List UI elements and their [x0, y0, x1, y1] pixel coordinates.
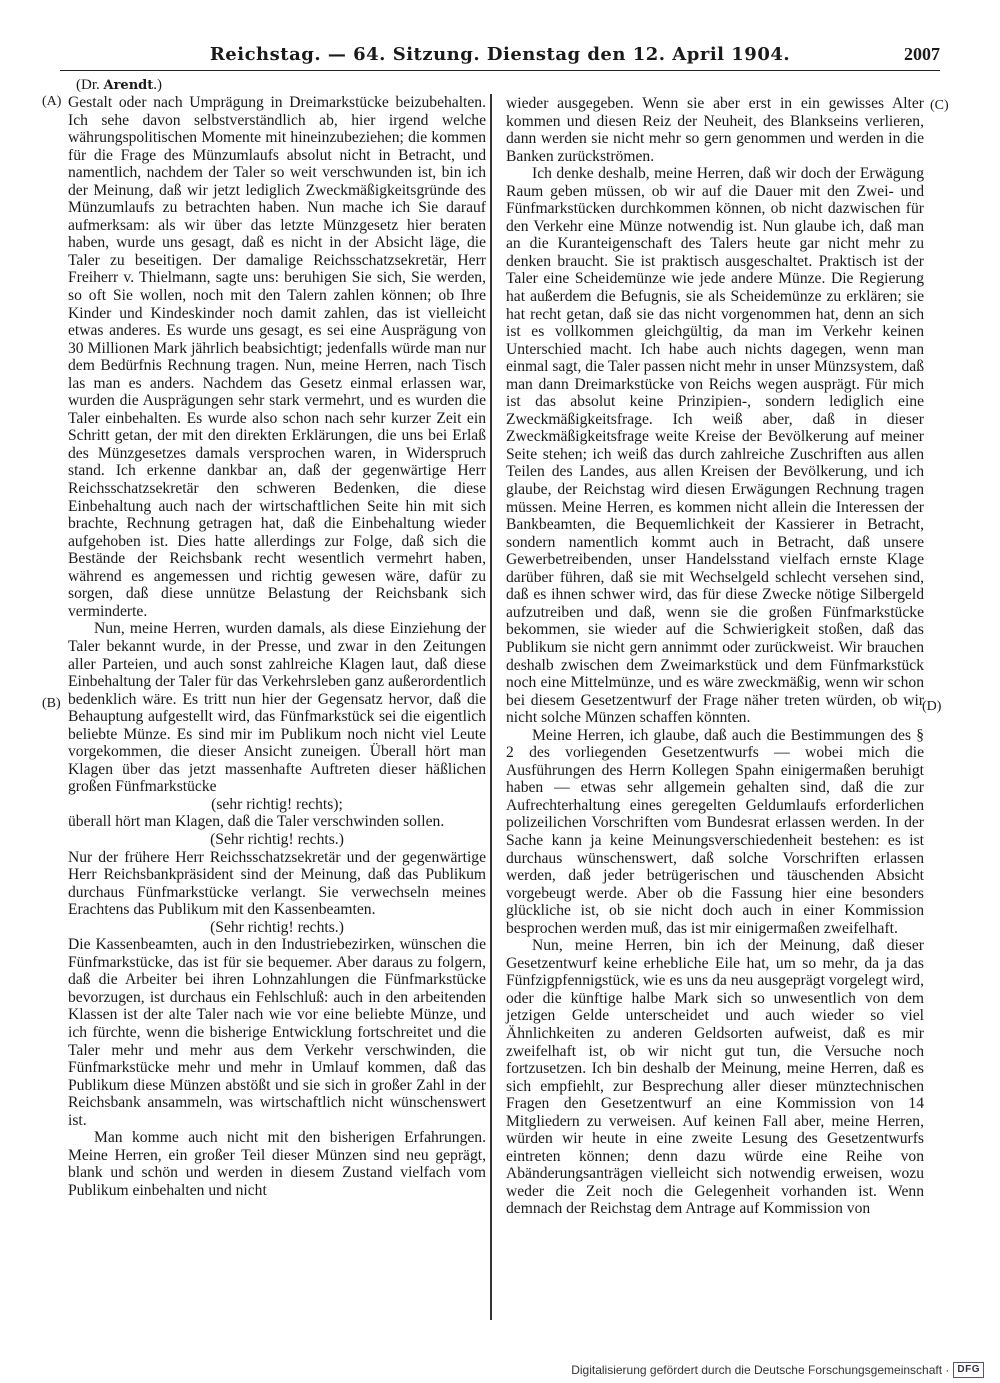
interjection: (Sehr richtig! rechts.): [210, 830, 344, 848]
paragraph: Nun, meine Herren, wurden damals, als diese Einziehung der Taler bekannt wurde, in der Presse, und zwar in den Zeitungen aller Parteien, und auch sonst zahlreiche Klagen laut, daß diese Einbehaltung der Taler für das Verkehrsleben ganz außerordentlich bedenklich wäre. Es tritt nun hier der Gegensatz hervor, daß die Behauptung aufgestellt wird, das Fünfmarkstück sei die eigentlich beliebte Münze. Es sind mir im Publikum noch nicht viel Leute vorgekommen, die dieser Ansicht zuneigen. Überall hört man Klagen über das jetzt massenhafte Auftreten dieser häßlichen großen Fünfmarkstücke: [68, 620, 486, 796]
running-title: Reichstag. — 64. Sitzung. Dienstag den 12. April 1904.: [209, 44, 791, 65]
speaker-open: (Dr.: [76, 77, 104, 93]
speaker-attribution: [76, 77, 162, 94]
interjection: (sehr richtig! rechts);: [211, 795, 343, 813]
footer-text: Digitalisierung gefördert durch die Deutsche Forschungsgemeinschaft ·: [571, 1363, 950, 1377]
dfg-logo-icon: DFG: [953, 1362, 984, 1378]
right-column: [506, 95, 924, 1218]
margin-marker-b: (B): [42, 696, 61, 711]
speaker-name: Arendt: [103, 78, 154, 93]
margin-marker-a: (A): [42, 94, 62, 109]
margin-marker-c: (C): [930, 98, 949, 113]
page-number: 2007: [904, 44, 940, 64]
paragraph: Die Kassenbeamten, auch in den Industriebezirken, wünschen die Fünfmarkstücke, das ist für sie bequemer. Aber daraus zu folgern, daß die Arbeiter bei ihren Lohnzahlungen die Fünfmarkstücke bevorzugen, ist durchaus ein Fehlschluß: auch in den arbeitenden Klassen ist der alte Taler nach wie vor eine beliebte Münze, und ich fürchte, wenn die bisherige Entwicklung fortschreitet und die Taler mehr und mehr aus dem Verkehr verschwinden, die Fünfmarkstücke mehr und mehr in Umlauf kommen, daß das Publikum diese Münzen abstößt und sie sich in großer Zahl in der Reichsbank ansammeln, was wirtschaftlich nicht wünschenswert ist.: [68, 936, 486, 1129]
interjection: (Sehr richtig! rechts.): [210, 918, 344, 936]
digitization-footer: [571, 1362, 984, 1378]
paragraph: wieder ausgegeben. Wenn sie aber erst in ein gewisses Alter kommen und diesen Reiz der Neuheit, des Blankseins verlieren, dann werden sie nicht mehr so gern genommen und werden in die Banken zurückströmen.: [506, 95, 924, 165]
paragraph: Nur der frühere Herr Reichsschatzsekretär und der gegenwärtige Herr Reichsbankpräsident sind der Meinung, daß das Publikum durchaus Fünfmarkstücke verlangt. Sie verwechseln meines Erachtens das Publikum mit den Kassenbeamten.: [68, 848, 486, 919]
speaker-close: .): [153, 77, 163, 93]
paragraph: Nun, meine Herren, bin ich der Meinung, daß dieser Gesetzentwurf keine erhebliche Eile hat, um so mehr, da ja das Fünfzigpfennigstück, wie es uns da neu ausgeprägt vorgelegt wird, oder die künftige halbe Mark sich so unwesentlich von dem jetzigen Gelde unterscheidet und auch wieder so viel Ähnlichkeiten zu anderen Geldsorten aufweist, daß es mir zweifelhaft ist, ob wir nicht gut tun, die Versuche noch fortzusetzen. Ich bin deshalb der Meinung, meine Herren, daß es sich empfiehlt, zur Besprechung aller dieser münztechnischen Fragen den Gesetzentwurf an eine Kommission von 14 Mitgliedern zu verweisen. Auf keinen Fall aber, meine Herren, würden wir heute in eine zweite Lesung des Gesetzentwurfs eintreten können; denn dazu würde eine Reihe von Abänderungsanträgen vielleicht sich notwendig erweisen, wozu weder die Zeit noch die Gelegenheit vorhanden ist. Wenn demnach der Reichstag dem Antrage auf Kommission von: [506, 937, 924, 1218]
column-divider: [490, 94, 492, 1320]
paragraph: Man komme auch nicht mit den bisherigen Erfahrungen. Meine Herren, ein großer Teil dieser Münzen sind neu geprägt, blank und schön und werden in diesem Zustand vielfach vom Publikum einbehalten und nicht: [68, 1129, 486, 1199]
paragraph: überall hört man Klagen, daß die Taler verschwinden sollen.: [68, 813, 445, 831]
paragraph: Ich denke deshalb, meine Herren, daß wir doch der Erwägung Raum geben müssen, ob wir auf die Dauer mit den Zwei- und Fünfmarkstücken durchkommen können, ob nicht dazwischen für den Verkehr eine Münze notwendig ist. Nun glaube ich, daß man an die Kuranteigenschaft des Talers heute gar nicht mehr zu denken braucht. Sie ist praktisch ausgeschaltet. Praktisch ist der Taler eine Scheidemünze wie jede andere Münze. Die Regierung hat außerdem die Befugnis, sie als Scheidemünze zu erklären; sie hat recht getan, daß sie das nicht vorgenommen hat, denn an sich ist es vollkommen gleichgültig, da man im Verkehr keinen Unterschied macht. Ich habe auch nichts dagegen, wenn man einmal sagt, die Taler passen nicht mehr in unser Münzsystem, daß man dann Dreimarkstücke von Reichs wegen ausprägt. Für mich ist das absolut keine Prinzipien-, sondern lediglich eine Zweckmäßigkeitsfrage. Ich weiß aber, daß in dieser Zweckmäßigkeitsfrage weite Kreise der Bevölkerung auf meiner Seite stehen; ich weiß das durch zahlreiche Zuschriften aus allen Teilen des Landes, aus allen Kreisen der Bevölkerung, und ich glaube, der Reichstag wird diesen Erwägungen Rechnung tragen müssen. Meine Herren, es kommen nicht allein die Interessen der Bankbeamten, die Bequemlichkeit der Kassierer in Betracht, sondern namentlich kommt auch in Betracht, daß unsere Gewerbetreibenden, unser Handelsstand vielfach ernste Klage darüber führen, daß sie mit Wechselgeld schlecht versehen sind, daß es ihnen schwer wird, das für diese Zwecke nötige Silbergeld aufzutreiben und daß, wenn sie die großen Fünfmarkstücke bekommen, sie wieder auf die Schwierigkeit stoßen, daß das Publikum sie nicht gern annimmt oder zurückweist. Wir brauchen deshalb zwischen dem Zweimarkstück und dem Fünfmarkstück noch eine Mittelmünze, und es wäre zweckmäßig, wenn wir schon bei diesem Gesetzentwurf der Frage näher treten würden, ob wir nicht solche Münzen schaffen könnten.: [506, 165, 924, 727]
paragraph: Meine Herren, ich glaube, daß auch die Bestimmungen des § 2 des vorliegenden Gesetzentwurfs — wobei mich die Ausführungen des Herrn Kollegen Spahn einigermaßen beruhigt haben — etwas sehr allgemein gehalten sind, daß die zur Aufrechterhaltung eines geregelten Geldumlaufs erforderlichen polizeilichen Vorschriften vom Bundesrat erlassen werden. In der Sache kann ja keine Meinungsverschiedenheit bestehen: es ist durchaus wünschenswert, daß solche Vorschriften erlassen werden, daß jeder betrügerischen und täuschenden Absicht vorgebeugt werde. Aber ob die Fassung hier eine besonders glückliche ist, ob sie nicht doch auch in einer Kommission besprochen werden muß, das ist mir einigermaßen zweifelhaft.: [506, 726, 924, 937]
paragraph: Gestalt oder nach Umprägung in Dreimarkstücke beizubehalten. Ich sehe davon selbstverständlich ab, hier irgend welche währungspolitischen Momente mit hineinzubeziehen; die kommen für die Frage des Münzumlaufs absolut nicht in Betracht, und namentlich, nachdem der Taler so weit verschwunden ist, bin ich der Meinung, daß wir jetzt lediglich Zweckmäßigkeitsgründe des Münzumlaufs zu betrachten haben. Nun mache ich Sie darauf aufmerksam: als wir über das letzte Münzgesetz hier beraten haben, wurde uns gesagt, daß es nicht in der Absicht läge, die Taler zu beseitigen. Der damalige Reichsschatzsekretär, Herr Freiherr v. Thielmann, sagte uns: beruhigen Sie sich, Sie werden, so oft Sie wollen, noch mit den Talern zahlen können; ob Ihre Kinder und Kindeskinder noch damit zahlen, das ist vielleicht etwas anderes. Es wurde uns gesagt, es sei eine Ausprägung von 30 Millionen Mark jährlich beabsichtigt; jedenfalls würde man nur dem Bedürfnis Rechnung tragen. Nun, meine Herren, nach Tisch las man es anders. Nachdem das Gesetz einmal erlassen war, wurden die Ausprägungen sehr stark vermehrt, und es wurden die Taler einbehalten. Es wurde also schon nach sehr kurzer Zeit ein Schritt getan, der mit den direkten Erklärungen, die uns bei Erlaß des Münzgesetzes damals versprochen waren, in Widerspruch stand. Ich erkenne dankbar an, daß der gegenwärtige Herr Reichsschatzsekretär den schweren Bedenken, die diese Einbehaltung auch nach der wirtschaftlichen Seite hin mit sich brachte, Rechnung getragen hat, daß die Einbehaltung wieder aufgehoben ist. Dies hatte allerdings zur Folge, daß sich die Bestände der Reichsbank recht wesentlich vermehrt haben, während es angemessen und richtig gewesen wäre, dafür zu sorgen, daß diese unnütze Belastung der Reichsbank sich verminderte.: [68, 94, 486, 620]
left-column: [68, 94, 486, 1199]
margin-marker-d: (D): [922, 699, 942, 714]
page-header: [60, 44, 940, 71]
